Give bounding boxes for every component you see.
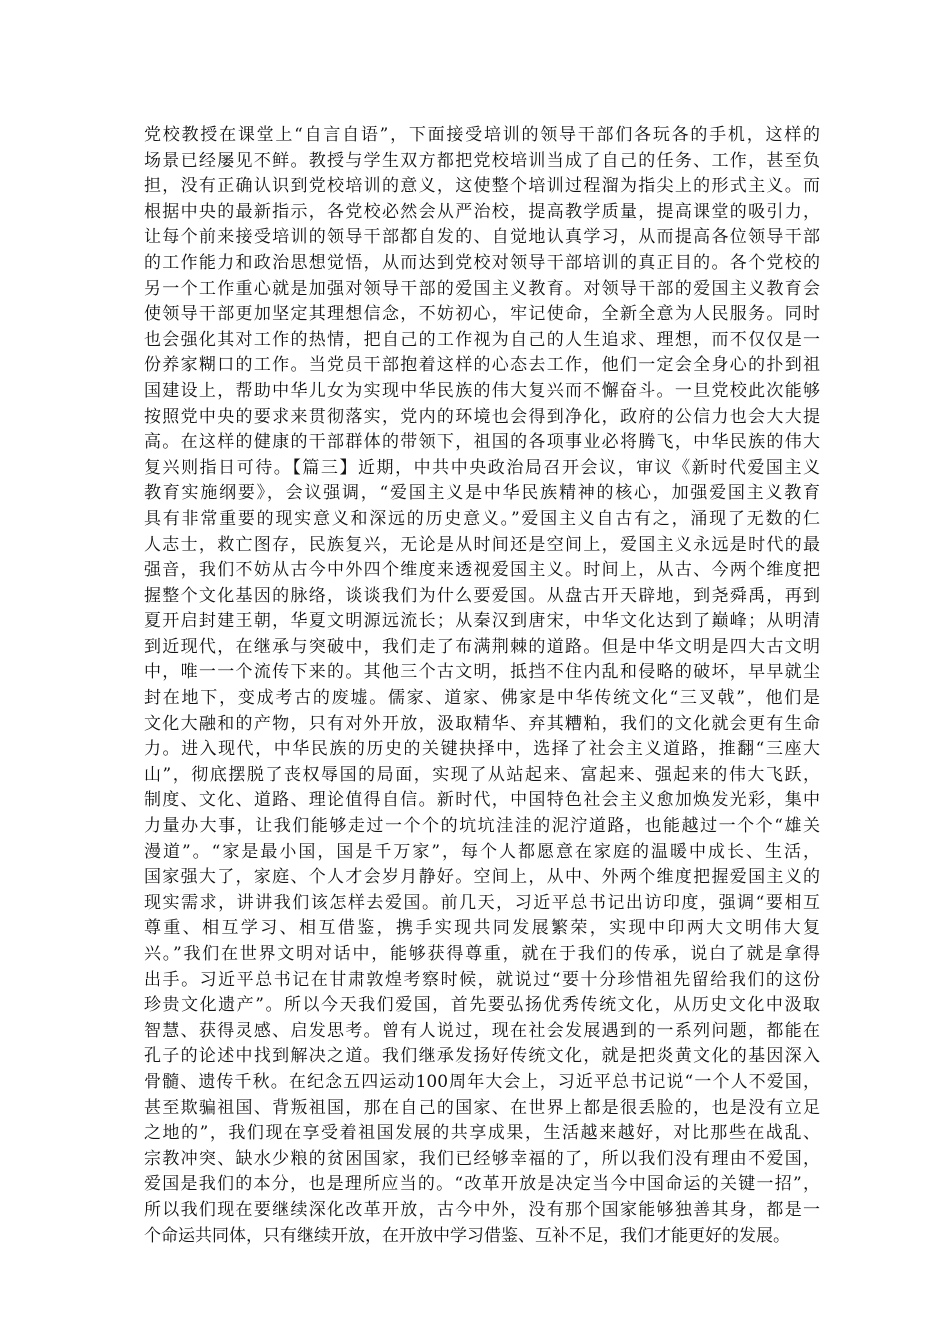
text-line: 也会强化其对工作的热情，把自己的工作视为自己的人生追求、理想，而不仅仅是一 [144,329,820,350]
text-line: 爱国是我们的本分，也是理所应当的。“改革开放是决定当今中国命运的关键一招”， [144,1174,820,1195]
text-line: 漫道”。“家是最小国，国是千万家”，每个人都愿意在家庭的温暖中成长、生活， [144,841,820,862]
text-line: 现实需求，讲讲我们该怎样去爱国。前几天，习近平总书记出访印度，强调“要相互 [144,892,820,913]
text-line: 按照党中央的要求来贯彻落实，党内的环境也会得到净化，政府的公信力也会大大提 [144,406,820,427]
text-line: 山”，彻底摆脱了丧权辱国的局面，实现了从站起来、富起来、强起来的伟大飞跃， [144,764,820,785]
text-line: 出手。习近平总书记在甘肃敦煌考察时候，就说过“要十分珍惜祖先留给我们的这份 [144,969,820,990]
text-line: 智慧、获得灵感、启发思考。曾有人说过，现在社会发展遇到的一系列问题，都能在 [144,1020,820,1041]
text-line: 握整个文化基因的脉络，谈谈我们为什么要爱国。从盘古开天辟地，到尧舜禹，再到 [144,585,820,606]
text-line: 文化大融和的产物，只有对外开放，汲取精华、弃其糟粕，我们的文化就会更有生命 [144,713,820,734]
text-line: 宗教冲突、缺水少粮的贫困国家，我们已经够幸福的了，所以我们没有理由不爱国， [144,1148,820,1169]
text-line: 教育实施纲要》，会议强调，“爱国主义是中华民族精神的核心，加强爱国主义教育 [144,483,820,504]
text-line: 另一个工作重心就是加强对领导干部的爱国主义教育。对领导干部的爱国主义教育会 [144,278,820,299]
text-line: 担，没有正确认识到党校培训的意义，这使整个培训过程溜为指尖上的形式主义。而 [144,176,820,197]
text-line: 党校教授在课堂上“自言自语”，下面接受培训的领导干部们各玩各的手机，这样的 [144,125,820,145]
text-line: 中，唯一一个流传下来的。其他三个古文明，抵挡不住内乱和侵略的破坏，早早就尘 [144,662,820,683]
text-line: 尊重、相互学习、相互借鉴，携手实现共同发展繁荣，实现中印两大文明伟大复 [144,918,820,939]
text-line: 到近现代，在继承与突破中，我们走了布满荆棘的道路。但是中华文明是四大古文明 [144,636,820,657]
text-line: 场景已经屡见不鲜。教授与学生双方都把党校培训当成了自己的任务、工作，甚至负 [144,150,820,171]
text-line: 兴。”我们在世界文明对话中，能够获得尊重，就在于我们的传承，说白了就是拿得 [144,944,820,964]
text-line: 甚至欺骗祖国、背叛祖国，那在自己的国家、在世界上都是很丢脸的，也是没有立足 [144,1097,820,1118]
text-line: 孔子的论述中找到解决之道。我们继承发扬好传统文化，就是把炎黄文化的基因深入 [144,1046,820,1067]
text-line: 高。在这样的健康的干部群体的带领下，祖国的各项事业必将腾飞，中华民族的伟大 [144,432,820,453]
text-line: 封在地下，变成考古的废墟。儒家、道家、佛家是中华传统文化“三叉戟”，他们是 [144,688,820,709]
text-line: 强音，我们不妨从古今中外四个维度来透视爱国主义。时间上，从古、今两个维度把 [144,560,820,581]
text-line: 让每个前来接受培训的领导干部都自发的、自觉地认真学习，从而提高各位领导干部 [144,227,820,248]
text-line: 个命运共同体，只有继续开放，在开放中学习借鉴、互补不足，我们才能更好的发展。 [144,1225,790,1246]
text-line: 制度、文化、道路、理论值得自信。新时代，中国特色社会主义愈加焕发光彩，集中 [144,790,820,811]
text-line: 人志士，救亡图存，民族复兴，无论是从时间还是空间上，爱国主义永远是时代的最 [144,534,820,555]
text-line: 根据中央的最新指示，各党校必然会从严治校，提高教学质量，提高课堂的吸引力， [144,201,820,222]
text-line: 的工作能力和政治思想觉悟，从而达到党校对领导干部培训的真正目的。各个党校的 [144,252,820,273]
text-line: 使领导干部更加坚定其理想信念，不妨初心，牢记使命，全新全意为人民服务。同时 [144,304,820,325]
text-line: 夏开启封建王朝，华夏文明源远流长；从秦汉到唐宋，中华文化达到了巅峰；从明清 [144,611,820,632]
text-line: 骨髓、遗传千秋。在纪念五四运动100周年大会上，习近平总书记说“一个人不爱国， [144,1071,820,1092]
text-line: 珍贵文化遗产”。所以今天我们爱国，首先要弘扬优秀传统文化，从历史文化中汲取 [144,995,820,1016]
text-line: 之地的”，我们现在享受着祖国发展的共享成果，生活越来越好，对比那些在战乱、 [144,1123,820,1144]
text-line: 国家强大了，家庭、个人才会岁月静好。空间上，从中、外两个维度把握爱国主义的 [144,867,820,888]
body-text [144,123,820,1249]
text-line: 国建设上，帮助中华儿女为实现中华民族的伟大复兴而不懈奋斗。一旦党校此次能够 [144,380,820,401]
text-line: 所以我们现在要继续深化改革开放，古今中外，没有那个国家能够独善其身，都是一 [144,1199,820,1220]
text-line: 复兴则指日可待。【篇三】近期，中共中央政治局召开会议，审议《新时代爱国主义 [144,457,820,478]
text-line: 力。进入现代，中华民族的历史的关键抉择中，选择了社会主义道路，推翻“三座大 [144,739,820,760]
text-line: 力量办大事，让我们能够走过一个个的坑坑洼洼的泥泞道路，也能越过一个个“雄关 [144,816,820,837]
text-line: 份养家糊口的工作。当党员干部抱着这样的心态去工作，他们一定会全身心的扑到祖 [144,355,820,376]
text-line: 具有非常重要的现实意义和深远的历史意义。”爱国主义自古有之，涌现了无数的仁 [144,508,820,529]
